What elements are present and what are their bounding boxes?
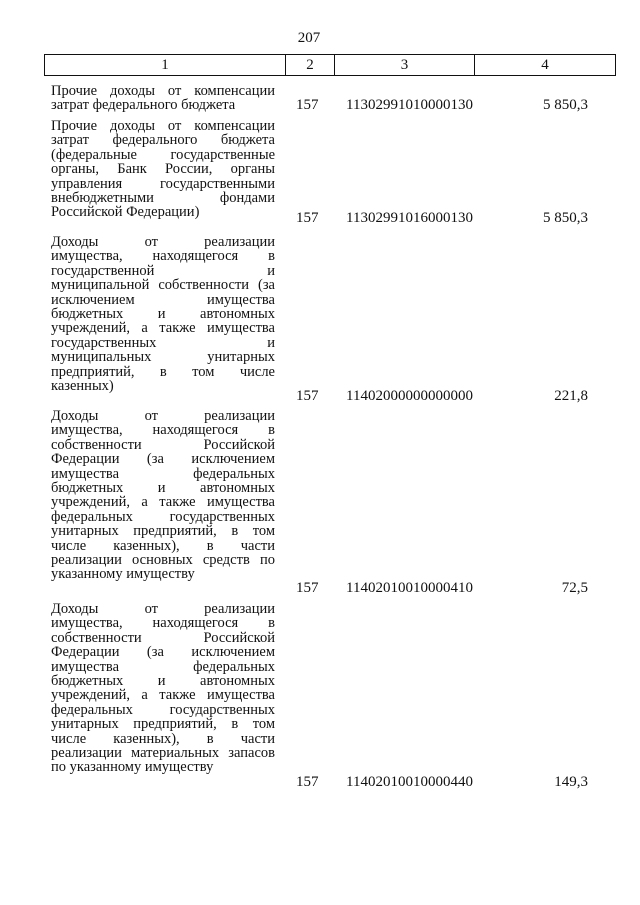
description-line: (федеральные государственные (51, 146, 275, 163)
description-line: Федерации (за исключением (51, 644, 275, 661)
header-col-2: 2 (286, 55, 335, 75)
description-line: предприятий, в том числе (51, 363, 275, 380)
description-line: унитарных предприятий, в том (51, 716, 275, 733)
description-line: государственных и (51, 334, 275, 351)
row-description (51, 119, 275, 220)
description-line: бюджетных и автономных (51, 306, 275, 323)
row-amount: 149,3 (554, 774, 588, 790)
header-col-1: 1 (45, 55, 286, 75)
description-line: бюджетных и автономных (51, 480, 275, 497)
description-line: по указанному имуществу (51, 759, 214, 776)
row-admin-code: 157 (296, 210, 319, 226)
description-line: Доходы от реализации (51, 234, 275, 250)
row-kbk-code: 11402010010000410 (346, 580, 473, 596)
description-line: затрат федерального бюджета (51, 97, 236, 114)
description-line: федеральных государственных (51, 508, 275, 525)
row-admin-code: 157 (296, 580, 319, 596)
header-col-4: 4 (541, 57, 549, 73)
description-line: государственной и (51, 262, 275, 279)
description-line: числе казенных), в части (51, 730, 275, 747)
description-line: реализации материальных запасов (51, 745, 275, 762)
description-line: учреждений, а также имущества (51, 320, 275, 337)
header-col-3: 3 (335, 55, 475, 75)
row-description (51, 84, 275, 113)
table-header (44, 54, 616, 76)
row-kbk-code: 11302991010000130 (346, 97, 473, 113)
description-line: Российской Федерации) (51, 204, 200, 221)
description-line: органы, Банк России, органы (51, 161, 275, 178)
description-line: имущества, находящегося в (51, 615, 275, 632)
description-line: муниципальной собственности (за (51, 277, 275, 294)
description-line: унитарных предприятий, в том (51, 523, 275, 540)
description-line: исключением имущества (51, 291, 275, 308)
row-description (51, 235, 275, 393)
description-line: учреждений, а также имущества (51, 687, 275, 704)
description-line: числе казенных), в части (51, 537, 275, 554)
row-kbk-code: 11402000000000000 (346, 388, 473, 404)
description-line: казенных) (51, 378, 114, 395)
description-line: имущества, находящегося в (51, 248, 275, 265)
page-number: 207 (297, 30, 321, 46)
description-line: муниципальных унитарных (51, 349, 275, 366)
description-line: имущества федеральных (51, 658, 275, 675)
description-line: указанному имуществу (51, 566, 195, 583)
description-line: Доходы от реализации (51, 408, 275, 424)
row-admin-code: 157 (296, 774, 319, 790)
row-admin-code: 157 (296, 388, 319, 404)
description-line: внебюджетными фондами (51, 190, 275, 207)
description-line: бюджетных и автономных (51, 673, 275, 690)
description-line: имущества, находящегося в (51, 422, 275, 439)
row-description (51, 602, 275, 775)
row-admin-code: 157 (296, 97, 319, 113)
description-line: имущества федеральных (51, 465, 275, 482)
description-line: Прочие доходы от компенсации (51, 83, 275, 99)
row-description (51, 409, 275, 582)
row-amount: 5 850,3 (543, 210, 588, 226)
description-line: федеральных государственных (51, 701, 275, 718)
row-amount: 221,8 (554, 388, 588, 404)
description-line: затрат федерального бюджета (51, 132, 275, 149)
description-line: собственности Российской (51, 436, 275, 453)
description-line: управления государственными (51, 175, 275, 192)
description-line: собственности Российской (51, 629, 275, 646)
row-kbk-code: 11302991016000130 (346, 210, 473, 226)
row-amount: 72,5 (561, 580, 588, 596)
description-line: Федерации (за исключением (51, 451, 275, 468)
description-line: Прочие доходы от компенсации (51, 118, 275, 134)
row-kbk-code: 11402010010000440 (346, 774, 473, 790)
description-line: учреждений, а также имущества (51, 494, 275, 511)
description-line: Доходы от реализации (51, 601, 275, 617)
row-amount: 5 850,3 (543, 97, 588, 113)
description-line: реализации основных средств по (51, 552, 275, 569)
